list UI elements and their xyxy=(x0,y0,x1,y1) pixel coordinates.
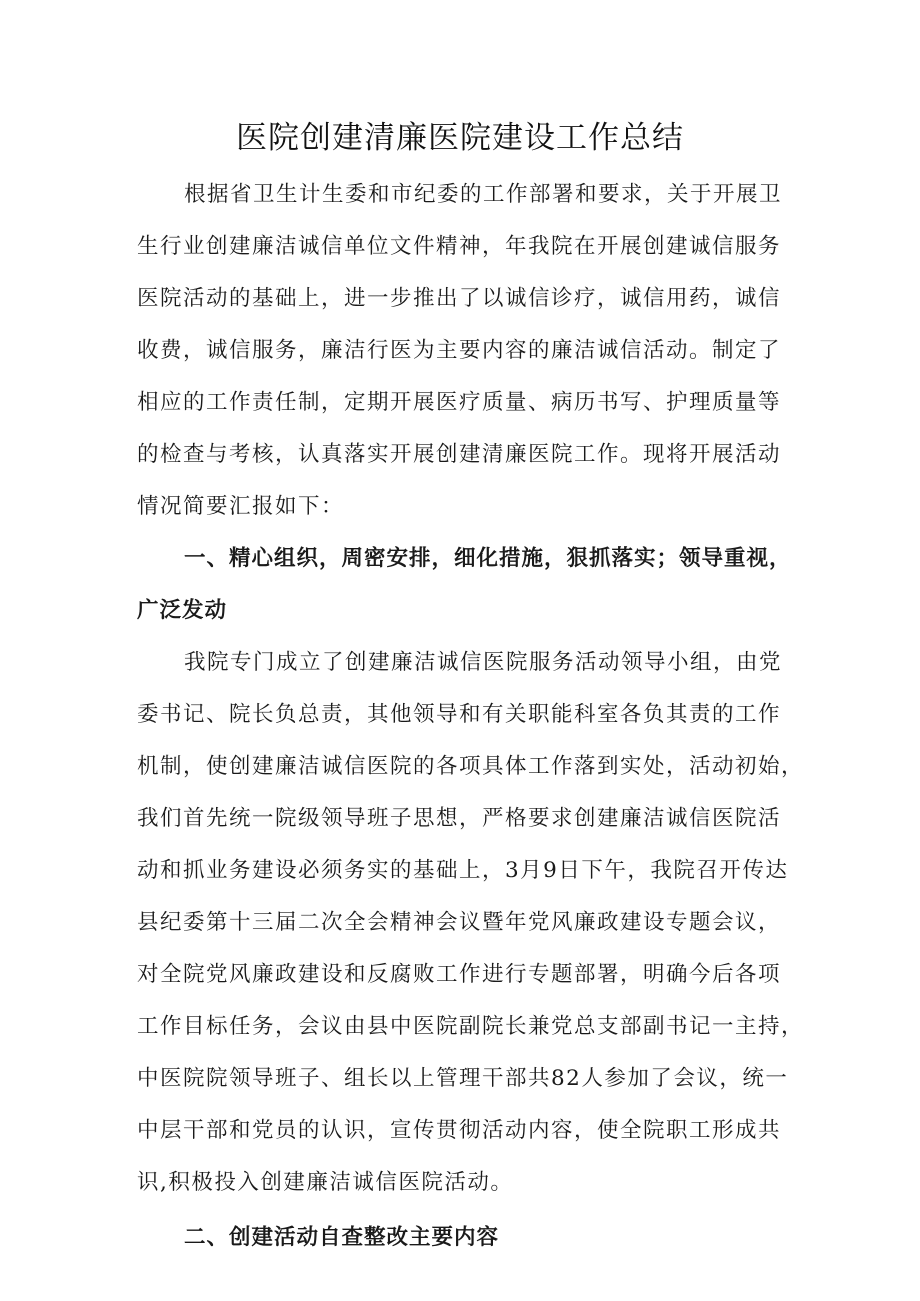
paragraph-2-line: 委书记、院长负总责，其他领导和有关职能科室各负其责的工作 xyxy=(137,702,782,727)
document-title: 医院创建清廉医院建设工作总结 xyxy=(236,120,684,156)
paragraph-1-line: 医院活动的基础上，进一步推出了以诚信诊疗，诚信用药，诚信 xyxy=(137,286,782,311)
paragraph-2-line: 识,积极投入创建廉洁诚信医院活动。 xyxy=(137,1170,514,1195)
paragraph-2-line: 中层干部和党员的认识，宣传贯彻活动内容，使全院职工形成共 xyxy=(137,1118,782,1143)
paragraph-2-line: 县纪委第十三届二次全会精神会议暨年党风廉政建设专题会议， xyxy=(137,910,782,935)
paragraph-1-line: 的检查与考核，认真落实开展创建清廉医院工作。现将开展活动 xyxy=(137,442,782,467)
paragraph-2-line: 机制，使创建廉洁诚信医院的各项具体工作落到实处，活动初始， xyxy=(137,754,805,779)
paragraph-1-line: 相应的工作责任制，定期开展医疗质量、病历书写、护理质量等 xyxy=(137,390,782,415)
paragraph-1-line: 生行业创建廉洁诚信单位文件精神，年我院在开展创建诚信服务 xyxy=(137,234,782,259)
section-heading-1-cont: 广泛发动 xyxy=(137,598,228,623)
paragraph-2-line: 我们首先统一院级领导班子思想，严格要求创建廉洁诚信医院活 xyxy=(137,806,782,831)
paragraph-1-line: 情况简要汇报如下： xyxy=(137,494,345,519)
section-heading-2: 二、创建活动自查整改主要内容 xyxy=(184,1225,500,1250)
paragraph-2-line: 我院专门成立了创建廉洁诚信医院服务活动领导小组，由党 xyxy=(184,650,783,675)
paragraph-2-line: 动和抓业务建设必须务实的基础上，3月9日下午，我院召开传达 xyxy=(137,858,789,883)
paragraph-1-line: 收费，诚信服务，廉洁行医为主要内容的廉洁诚信活动。制定了 xyxy=(137,338,782,363)
paragraph-1-line: 根据省卫生计生委和市纪委的工作部署和要求，关于开展卫 xyxy=(184,182,783,207)
paragraph-2-line: 中医院院领导班子、组长以上管理干部共82人参加了会议，统一 xyxy=(137,1066,789,1091)
paragraph-2-line: 工作目标任务，会议由县中医院副院长兼党总支部副书记一主持， xyxy=(137,1014,805,1039)
section-heading-1: 一、精心组织，周密安排，细化措施，狠抓落实；领导重视， xyxy=(184,546,792,571)
paragraph-2-line: 对全院党风廉政建设和反腐败工作进行专题部署，明确今后各项 xyxy=(137,962,782,987)
